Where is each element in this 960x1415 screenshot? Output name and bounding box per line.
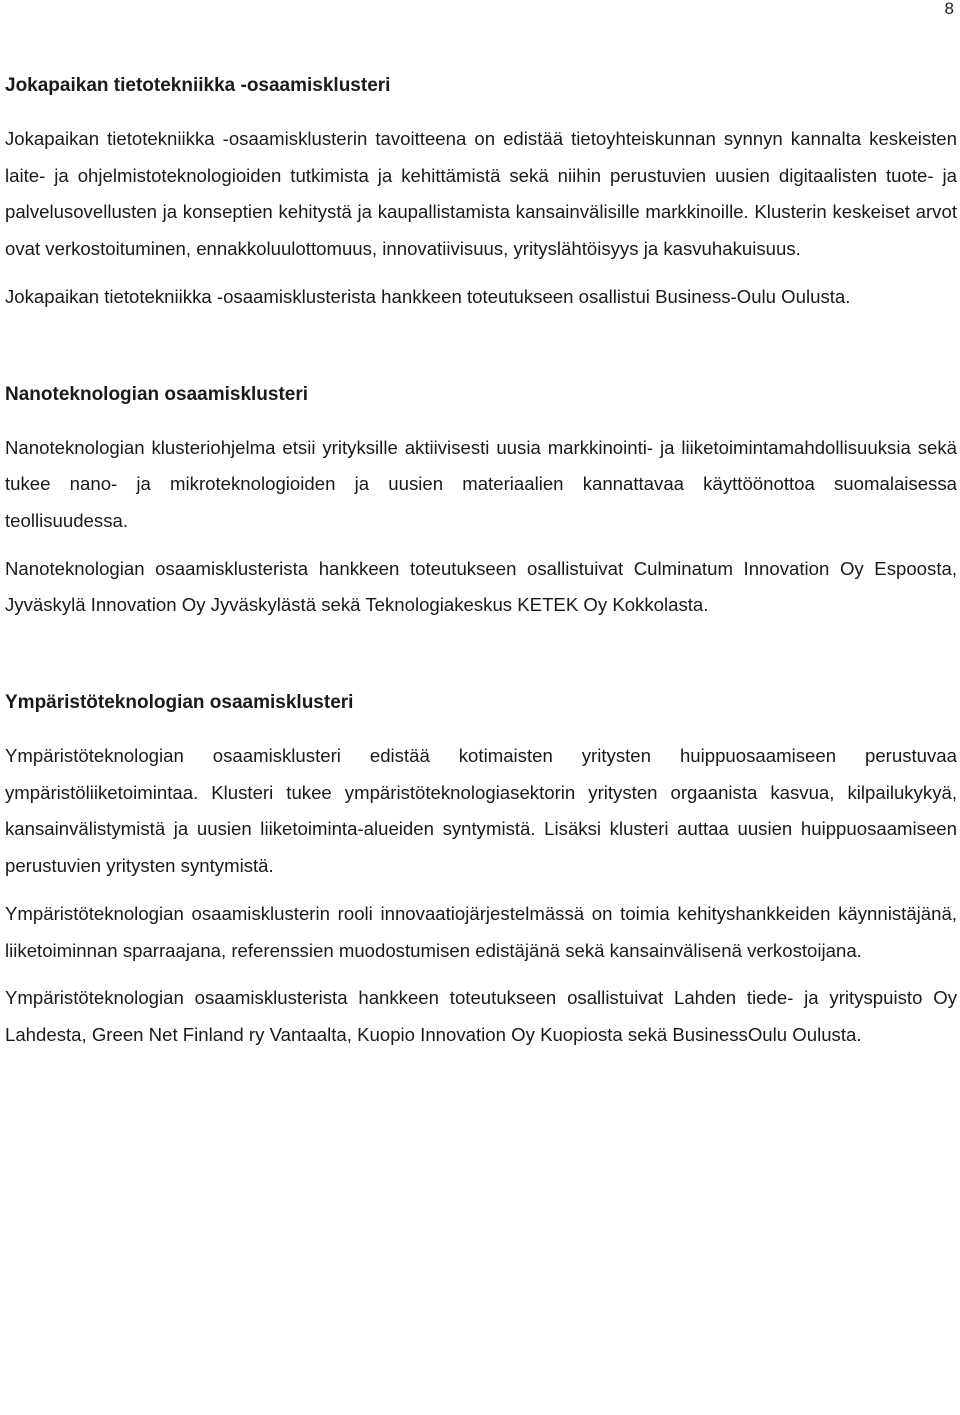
section-ymparistoteknologian (5, 684, 957, 1054)
page-number: 8 (944, 0, 954, 18)
paragraph: Ympäristöteknologian osaamisklusterista hankkeen toteutukseen osallistuivat Lahden tiede- ja yrityspuisto Oy Lahdesta, Green Net Finland ry Vantaalta, Kuopio Innovation Oy Kuopiosta sekä BusinessOulu Oulusta. (5, 987, 957, 1045)
section-heading: Jokapaikan tietotekniikka -osaamisklusteri (5, 75, 391, 96)
section-jokapaikan-tietotekniikka (5, 67, 957, 316)
paragraph: Ympäristöteknologian osaamisklusteri edistää kotimaisten yritysten huippuosaamiseen perustuvaa ympäristöliiketoimintaa. Klusteri tukee ympäristöteknologiasektorin yritysten orgaanista kasvua, kilpailukykyä, kansainvälistymistä ja uusien liiketoiminta-alueiden syntymistä. Lisäksi klusteri auttaa uusien huippuosaamiseen perustuvien yritysten syntymistä. (5, 745, 957, 877)
paragraph: Jokapaikan tietotekniikka -osaamisklusterin tavoitteena on edistää tietoyhteiskunnan synnyn kannalta keskeisten laite- ja ohjelmistoteknologioiden tutkimista ja kehittämistä sekä niihin perustuvien uusien digitaalisten tuote- ja palvelusovellusten ja konseptien kehitystä ja kaupallistamista kansainvälisille markkinoille. Klusterin keskeiset arvot ovat verkostoituminen, ennakkoluulottomuus, innovatiivisuus, yrityslähtöisyys ja kasvuhakuisuus. (5, 128, 957, 260)
section-heading: Nanoteknologian osaamisklusteri (5, 383, 309, 405)
paragraph: Nanoteknologian klusteriohjelma etsii yrityksille aktiivisesti uusia markkinointi- ja liiketoimintamahdollisuuksia sekä tukee nano- ja mikroteknologioiden ja uusien materiaalien kannattavaa käyttöönottoa suomalaisessa teollisuudessa. (5, 436, 957, 531)
section-nanoteknologian (5, 376, 957, 625)
paragraph: Nanoteknologian osaamisklusterista hankkeen toteutukseen osallistuivat Culminatum Innovation Oy Espoosta, Jyväskylä Innovation Oy Jyväskylästä sekä Teknologiakeskus KETEK Oy Kokkolasta. (5, 557, 957, 616)
paragraph: Ympäristöteknologian osaamisklusterin rooli innovaatiojärjestelmässä on toimia kehityshankkeiden käynnistäjänä, liiketoiminnan sparraajana, referenssien muodostumisen edistäjänä sekä kansainvälisenä verkostoijana. (5, 902, 957, 961)
paragraph: Jokapaikan tietotekniikka -osaamisklusterista hankkeen toteutukseen osallistui Business-Oulu Oulusta. (5, 285, 851, 307)
section-heading: Ympäristöteknologian osaamisklusteri (5, 692, 354, 714)
document-body (5, 67, 957, 1065)
